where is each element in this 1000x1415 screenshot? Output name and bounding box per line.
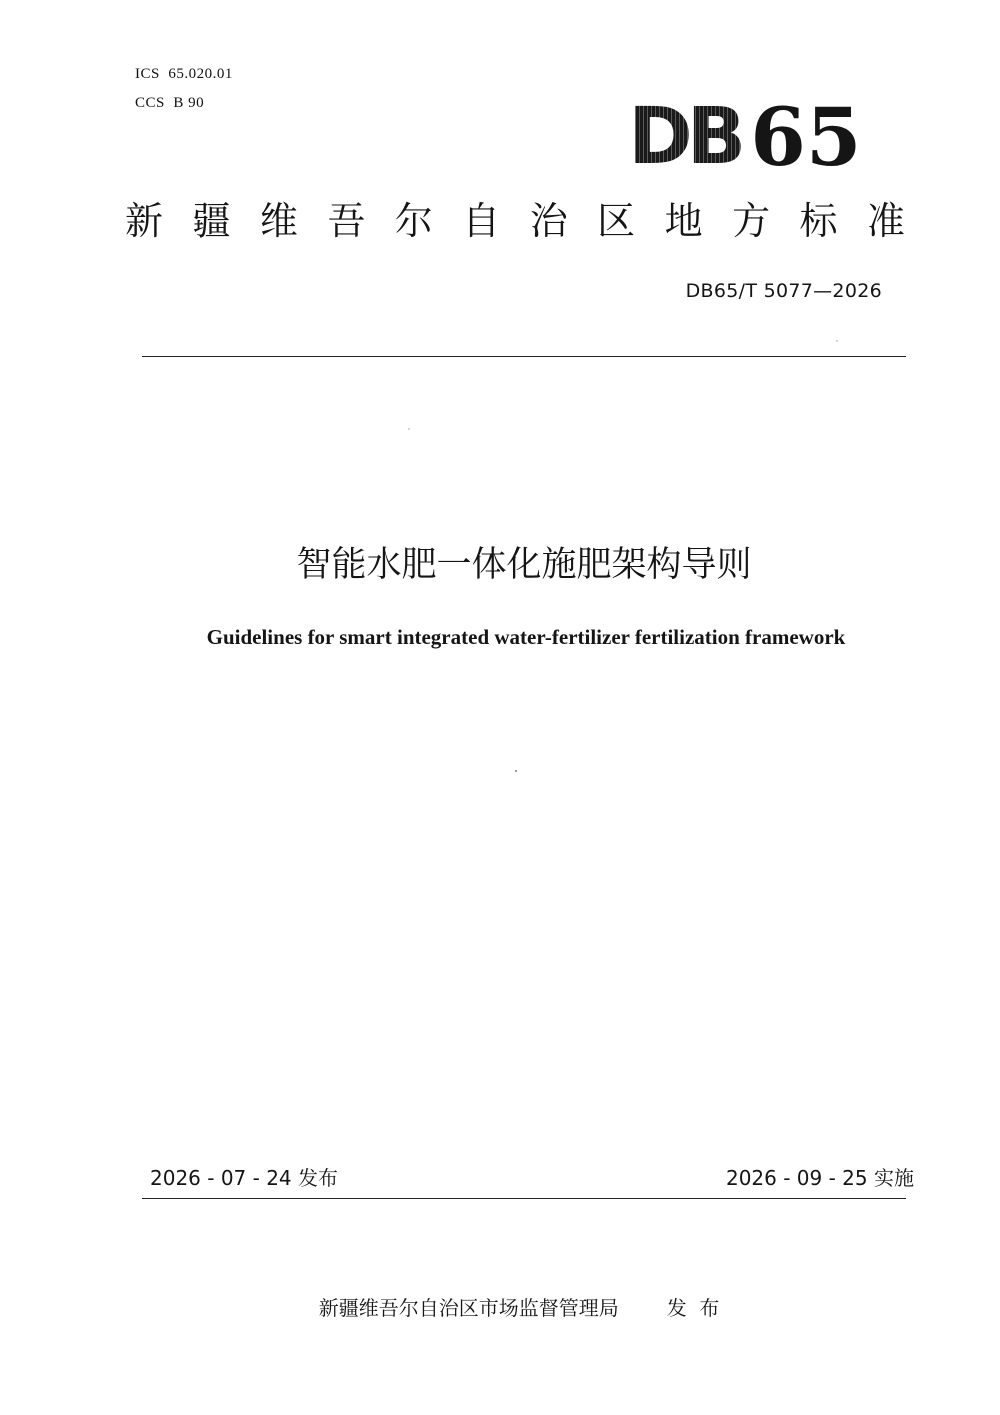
scan-speck	[515, 770, 517, 772]
publisher-action: 发 布	[666, 1296, 720, 1320]
scan-speck	[408, 428, 410, 430]
publisher-name: 新疆维吾尔自治区市场监督管理局	[318, 1296, 619, 1320]
standard-type-char: 治	[529, 199, 568, 243]
standard-type-char: 地	[664, 199, 703, 243]
standard-type-char: 自	[462, 199, 501, 243]
standard-type-char: 方	[732, 199, 771, 243]
standard-type-char: 准	[866, 199, 905, 243]
standard-type-char: 吾	[327, 199, 366, 243]
standard-type-char: 尔	[394, 199, 433, 243]
ccs-code: CCS B 90	[135, 95, 205, 111]
db-logo	[628, 90, 862, 184]
title-english: Guidelines for smart integrated water-fertilizer fertilization framework	[206, 625, 846, 649]
standard-type-char: 区	[597, 199, 636, 243]
standard-type-char: 疆	[192, 199, 231, 243]
implement-date: 2026 - 09 - 25 实施	[725, 1166, 914, 1190]
issue-date: 2026 - 07 - 24 发布	[150, 1166, 339, 1190]
footer-divider	[142, 1198, 906, 1199]
standard-type-char: 新	[125, 199, 164, 243]
header-divider	[142, 356, 906, 357]
standard-type-char: 标	[799, 199, 838, 243]
title-chinese: 智能水肥一体化施肥架构导则	[296, 545, 752, 585]
publisher	[306, 1263, 719, 1323]
standard-type-char: 维	[259, 199, 298, 243]
standard-number: DB65/T 5077—2026	[685, 280, 882, 302]
standard-type	[125, 196, 905, 246]
scan-speck	[836, 340, 838, 342]
logo-code: 65	[750, 90, 862, 184]
logo-prefix: DB	[628, 98, 746, 176]
ics-code: ICS 65.020.01	[135, 66, 233, 82]
